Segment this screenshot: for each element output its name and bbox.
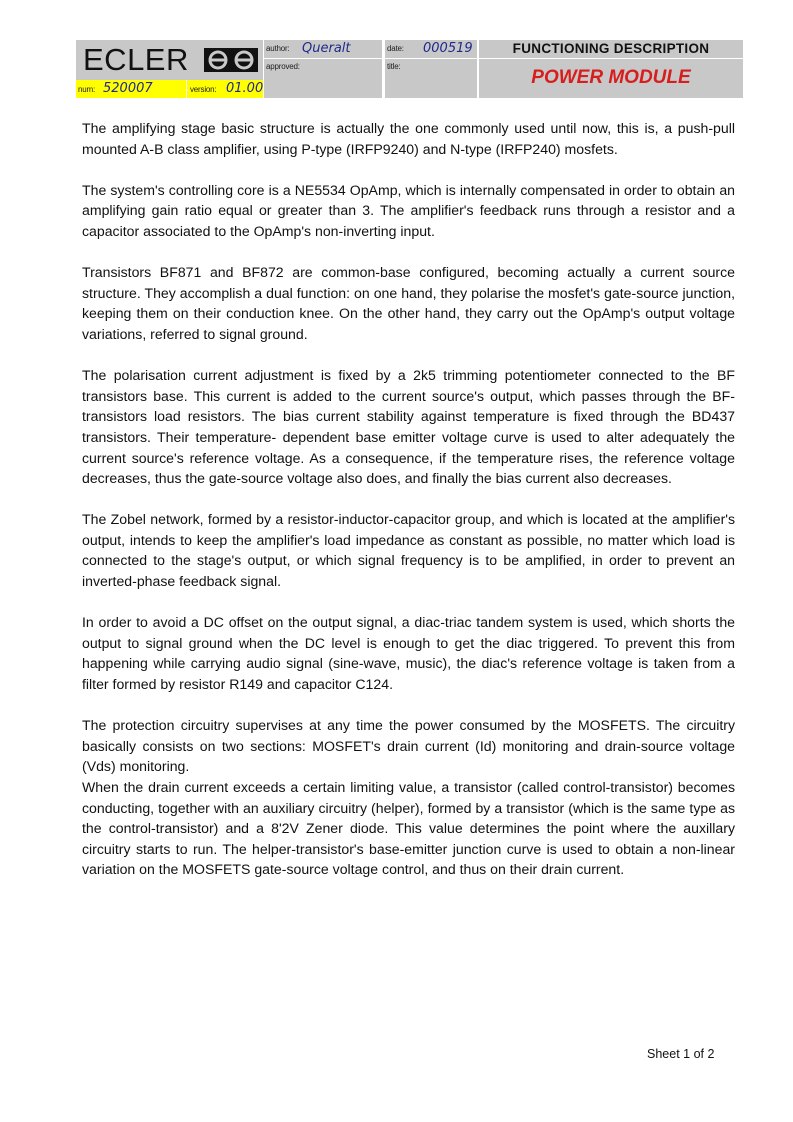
paragraph: Transistors BF871 and BF872 are common-base configured, becoming actually a current source structure. They accomplish a dual function: on one hand, they polarise the mosfet's gate-source junction, keeping them on their conduction knee. On the other hand, they carry out the OpAmp's output voltage variations, referred to signal ground.	[82, 264, 735, 342]
doc-title: POWER MODULE	[479, 59, 743, 98]
paragraph: The amplifying stage basic structure is actually the one commonly used until now, this is, a push-pull mounted A-B class amplifier, using P-type (IRFP9240) and N-type (IRFP240) mosfets.	[82, 120, 735, 157]
version-label: version:	[190, 85, 217, 94]
doc-type: FUNCTIONING DESCRIPTION	[479, 40, 743, 58]
author-value: Queralt	[302, 41, 351, 56]
paragraph: The Zobel network, formed by a resistor-inductor-capacitor group, and which is located at the amplifier's output, intends to keep the amplifier's load impedance as constant as possible, no matter which load is connected to the stage's output, or which signal frequency is to be amplified, in order to prevent an inverted-phase feedback signal.	[82, 511, 735, 590]
brand-name: ECLER	[83, 42, 189, 77]
author-label: author:	[266, 44, 290, 53]
date-field	[385, 40, 477, 58]
approved-label: approved:	[266, 62, 300, 71]
paragraph: The system's controlling core is a NE5534 OpAmp, which is internally compensated in order to obtain an amplifying gain ratio equal or greater than 3. The amplifier's feedback runs through a resistor and a capacitor associated to the OpAmp's non-inverting input.	[82, 181, 735, 239]
date-value: 000519	[423, 41, 473, 56]
num-label: num:	[78, 85, 95, 94]
author-field	[264, 40, 382, 58]
brand-logo-icon	[204, 48, 258, 72]
title-field	[385, 59, 477, 98]
paragraph: When the drain current exceeds a certain limiting value, a transistor (called control-transistor) becomes conducting, together with an auxiliary circuitry (helper), formed by a transistor (which is the same type as the control-transistor) and a 8'2V Zener diode. This value determines the point where the auxillary circuitry starts to run. The helper-transistor's base-emitter junction curve is used to obtain a non-linear variation on the MOSFETS gate-source voltage control, and thus on their drain current.	[82, 779, 735, 878]
paragraph: The polarisation current adjustment is fixed by a 2k5 trimming potentiometer connected to the BF transistors base. This current is added to the current source's output, which passes through the BF-transistors load resistors. The bias current stability against temperature is fixed through the BD437 transistors. Their temperature- dependent base emitter voltage curve is used to alter adequately the current source's reference voltage. As a consequence, if the temperature rises, the reference voltage decreases, thus the gate-source voltage also does, and finally the bias current also decreases.	[82, 367, 735, 487]
version-field	[187, 80, 263, 98]
paragraph: In order to avoid a DC offset on the output signal, a diac-triac tandem system is used, which shorts the output to signal ground when the DC level is enough to get the diac triggered. To prevent this from happening while carrying audio signal (sine-wave, music), the diac's reference voltage is taken from a filter formed by resistor R149 and capacitor C124.	[82, 614, 735, 693]
paragraph: The protection circuitry supervises at any time the power consumed by the MOSFETS. The circuitry basically consists on two sections: MOSFET's drain current (Id) monitoring and drain-source voltage (Vds) monitoring.	[82, 717, 735, 775]
logo-box	[76, 40, 263, 80]
doc-number-field	[76, 80, 186, 98]
document-header	[76, 40, 743, 98]
date-label: date:	[387, 44, 404, 53]
title-label: title:	[387, 62, 401, 71]
page-number: Sheet 1 of 2	[647, 1047, 715, 1061]
approved-field	[264, 59, 382, 98]
num-value: 520007	[103, 81, 153, 96]
document-body	[82, 118, 735, 880]
version-value: 01.00	[226, 81, 264, 96]
